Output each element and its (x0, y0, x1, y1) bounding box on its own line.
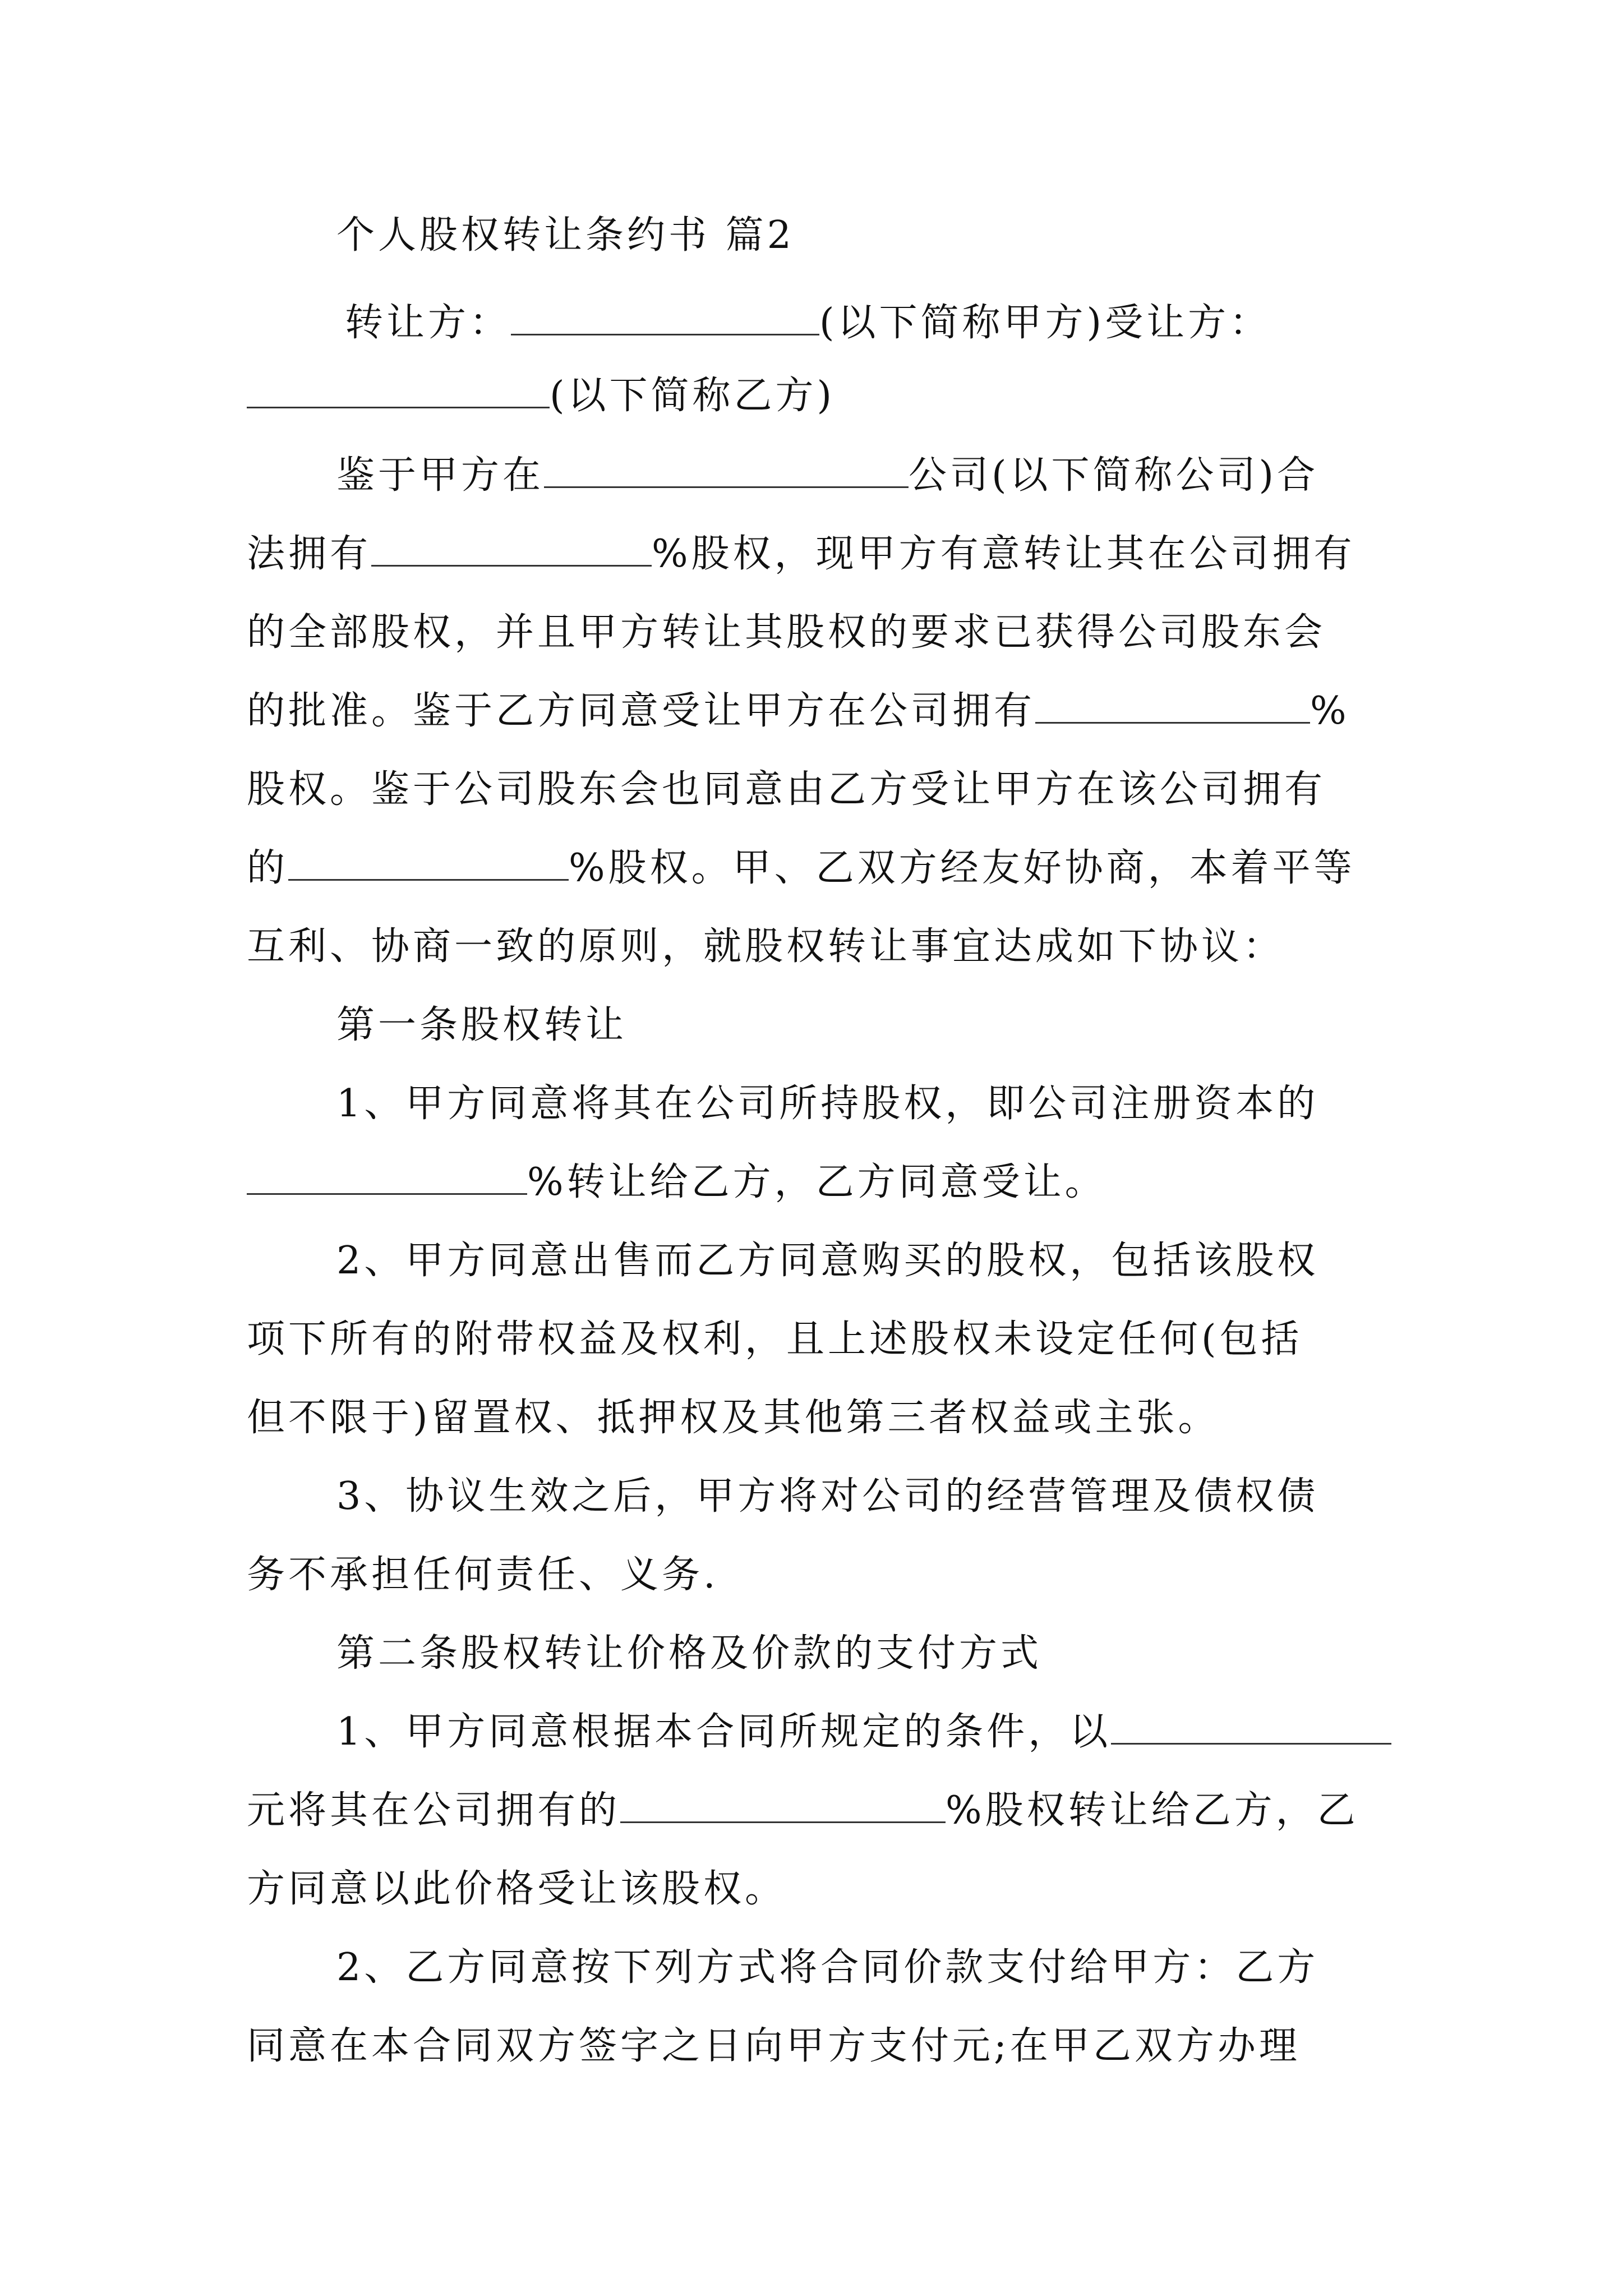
fill-in-blank[interactable] (544, 446, 909, 488)
paragraph-line: 的 %股权。甲、乙双方经友好协商，本着平等 (247, 835, 1355, 902)
paragraph-line: 但不限于)留置权、抵押权及其他第三者权益或主张。 (247, 1396, 1220, 1440)
fill-in-blank[interactable] (288, 839, 569, 881)
paragraph-line: %转让给乙方，乙方同意受让。 (247, 1149, 1106, 1216)
paragraph-line: 3、协议生效之后，甲方将对公司的经营管理及债权债 (336, 1474, 1319, 1519)
fill-in-blank[interactable] (1035, 682, 1310, 724)
document-title: 个人股权转让条约书 篇2 (336, 213, 795, 257)
fill-in-blank[interactable] (620, 1781, 946, 1823)
paragraph-line: 元将其在公司拥有的 %股权转让给乙方，乙 (247, 1777, 1359, 1844)
paragraph-line: 2、乙方同意按下列方式将合同价款支付给甲方：乙方 (336, 1945, 1319, 1990)
paragraph-line: 务不承担任何责任、义务. (247, 1553, 719, 1597)
paragraph-line: 项下所有的附带权益及权利，且上述股权未设定任何(包括 (247, 1317, 1303, 1361)
paragraph-line: 转让方： (以下简称甲方)受让方： (345, 289, 1271, 357)
paragraph-line: 互利、协商一致的原则，就股权转让事宜达成如下协议： (247, 924, 1285, 969)
fill-in-blank[interactable] (247, 1153, 527, 1195)
paragraph-line: 鉴于甲方在 公司(以下简称公司)合 (336, 442, 1318, 509)
paragraph-line: (以下简称乙方) (247, 362, 835, 430)
paragraph-line: 股权。鉴于公司股东会也同意由乙方受让甲方在该公司拥有 (247, 767, 1326, 812)
section-heading: 第二条股权转让价格及价款的支付方式 (336, 1631, 1043, 1676)
paragraph-line: 同意在本合同双方签字之日向甲方支付元;在甲乙双方办理 (247, 2024, 1301, 2068)
fill-in-blank[interactable] (371, 524, 652, 567)
paragraph-line: 方同意以此价格受让该股权。 (247, 1867, 787, 1911)
paragraph-line: 1、甲方同意根据本合同所规定的条件，以 (336, 1699, 1391, 1766)
paragraph-line: 的批准。鉴于乙方同意受让甲方在公司拥有 % (247, 678, 1350, 745)
paragraph-line: 1、甲方同意将其在公司所持股权，即公司注册资本的 (336, 1082, 1319, 1126)
paragraph-line: 法拥有 %股权，现甲方有意转让其在公司拥有 (247, 521, 1355, 588)
fill-in-blank[interactable] (247, 366, 550, 408)
paragraph-line: 的全部股权，并且甲方转让其股权的要求已获得公司股东会 (247, 610, 1326, 655)
fill-in-blank[interactable] (1111, 1703, 1391, 1745)
fill-in-blank[interactable] (511, 293, 819, 335)
paragraph-line: 2、甲方同意出售而乙方同意购买的股权，包括该股权 (336, 1239, 1319, 1283)
section-heading: 第一条股权转让 (336, 1003, 628, 1047)
